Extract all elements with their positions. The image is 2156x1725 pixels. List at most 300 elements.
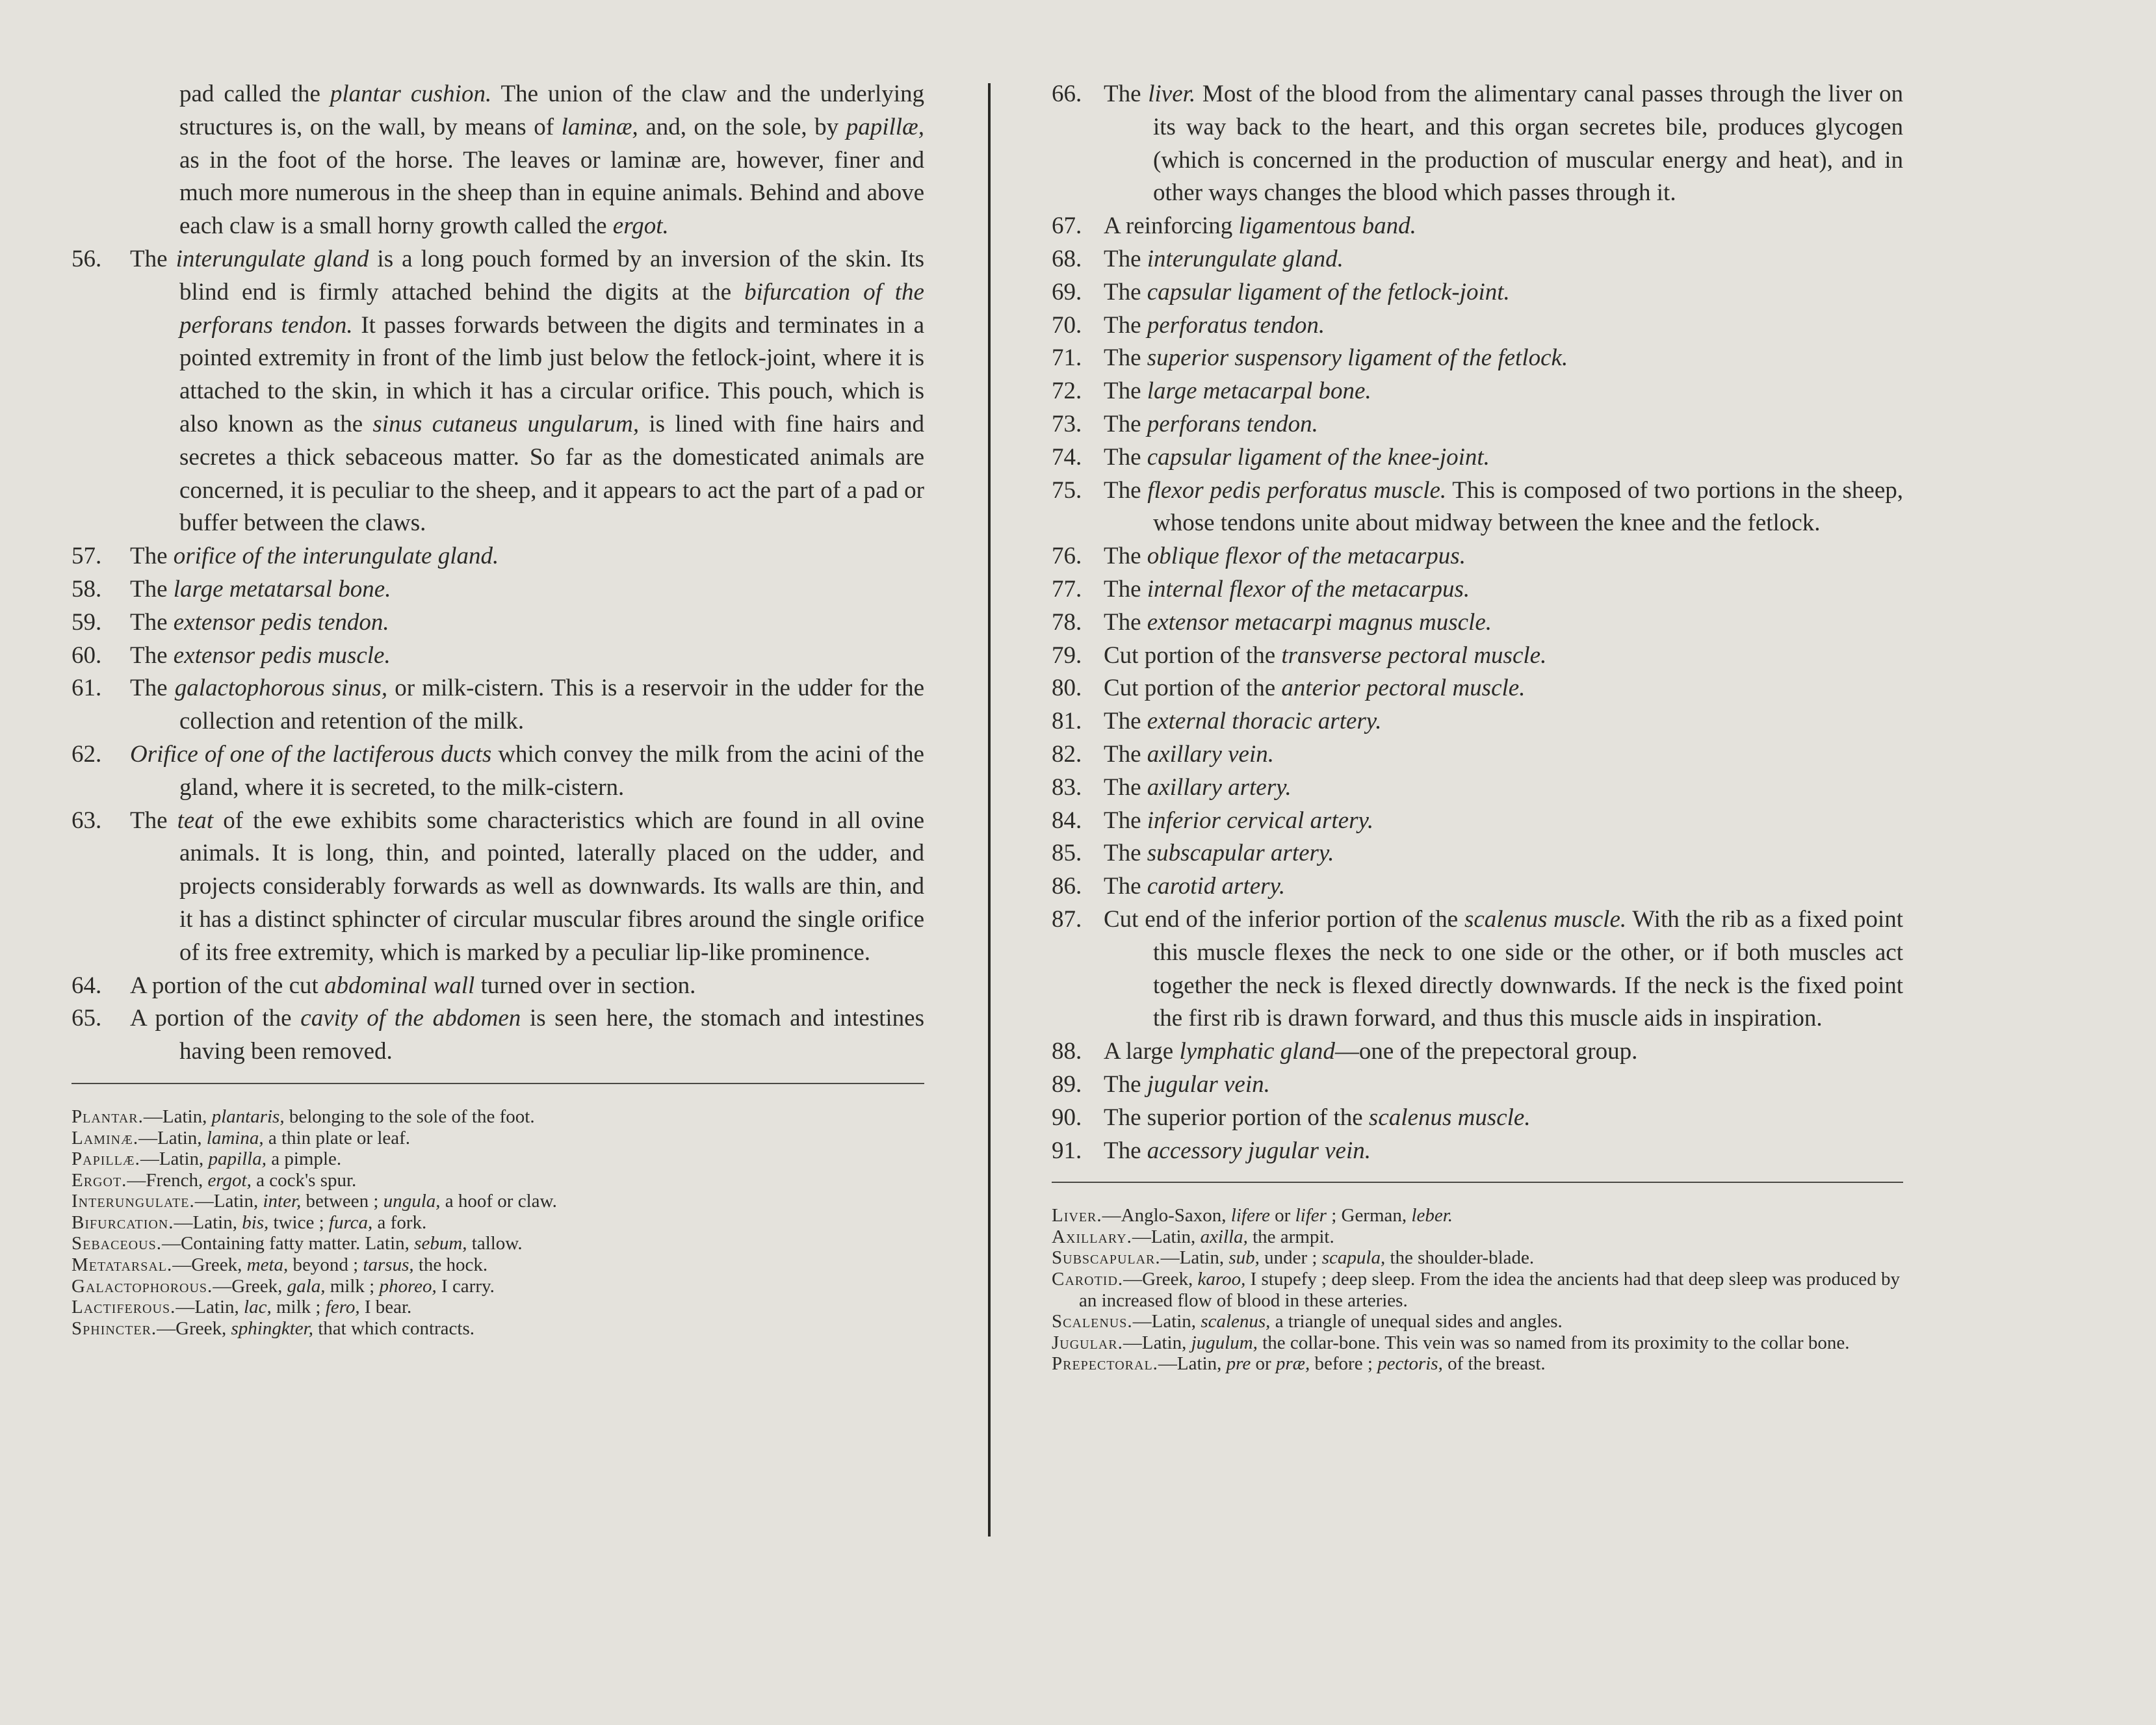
text-run: which convey the milk from the acini of the gland, where it is secreted, to the milk-cistern. — [179, 740, 924, 801]
italic-term: teat — [177, 807, 214, 834]
text-run: —Latin, — [138, 1127, 207, 1148]
entry-91 — [1052, 1135, 1903, 1168]
entry-56 — [71, 243, 924, 540]
footnote-term: Subscapular. — [1052, 1247, 1161, 1269]
footnote-term: Prepectoral. — [1052, 1353, 1158, 1375]
entry-63 — [71, 805, 924, 970]
entry-number: 65. — [71, 1005, 102, 1032]
entry-84 — [1052, 805, 1903, 838]
entry-text — [1104, 375, 1903, 408]
entry-number: 89. — [1052, 1070, 1082, 1098]
text-run: The — [130, 608, 174, 636]
italic-term: ergot, — [207, 1169, 252, 1191]
entry-text — [130, 1002, 924, 1069]
entry-number: 80. — [1052, 675, 1082, 702]
entry-text — [1104, 408, 1903, 441]
entry-number: 84. — [1052, 807, 1082, 834]
italic-term: cavity of the abdomen — [300, 1005, 521, 1032]
text-run: a hoof or claw. — [440, 1191, 557, 1212]
text-run: The — [1104, 476, 1148, 504]
entry-88 — [1052, 1035, 1903, 1069]
footnote-term: Bifurcation. — [71, 1212, 174, 1233]
text-run: or milk-cistern. This is a reservoir in the udder for the collection and retention of the milk. — [179, 675, 924, 735]
italic-term: axillary vein. — [1147, 740, 1274, 768]
text-run: of the ewe exhibits some characteristics which are found in all ovine animals. It is long, thin, and pointed, laterally placed on the udder, and projects considerably forwards as well as downwards. Its walls are thin, and it has a distinct sphincter of circular muscular fibres around the single orifice of its free extremity, which is marked by a peculiar lip-like prominence. — [179, 807, 924, 966]
footnote-divider-right — [1052, 1182, 1903, 1183]
text-run: The — [1104, 278, 1147, 305]
footnote — [71, 1106, 924, 1128]
entry-64 — [71, 970, 924, 1003]
entry-number: 91. — [1052, 1137, 1082, 1164]
entry-text — [1104, 606, 1903, 640]
footnote-term: Metatarsal. — [71, 1254, 173, 1276]
text-run: turned over in section. — [474, 972, 696, 999]
text-run: between ; — [301, 1191, 383, 1212]
footnote — [1052, 1226, 1903, 1248]
entry-text — [1104, 772, 1903, 805]
text-run: The — [1104, 410, 1147, 437]
entry-text — [1104, 243, 1903, 276]
entry-text — [1104, 903, 1903, 1035]
text-run: —Latin, — [1158, 1353, 1227, 1375]
entry-83 — [1052, 772, 1903, 805]
entry-number: 77. — [1052, 575, 1082, 603]
footnote — [71, 1297, 924, 1318]
text-run: —Anglo-Saxon, — [1102, 1205, 1231, 1226]
entry-number: 83. — [1052, 773, 1082, 801]
text-run: is a long pouch formed by an inversion of the skin. Its blind end is firmly attached behind the digits at the — [179, 245, 924, 305]
text-run: Cut portion of the — [1104, 675, 1282, 702]
entry-89 — [1052, 1069, 1903, 1102]
footnote — [1052, 1269, 1903, 1311]
italic-term: large metacarpal bone. — [1147, 378, 1371, 405]
entry-text — [1104, 474, 1903, 541]
italic-term: karoo, — [1197, 1269, 1246, 1290]
italic-term: lac, — [244, 1297, 272, 1318]
text-run: before ; — [1310, 1353, 1378, 1375]
text-run: Most of the blood from the alimentary canal passes through the liver on its way back to the heart, and this organ secretes bile, produces glycogen (which is concerned in the production of muscular energy and heat), and in other ways changes the blood which passes through it. — [1153, 81, 1903, 207]
footnote — [71, 1212, 924, 1234]
text-run: —French, — [127, 1169, 208, 1191]
text-run: I stupefy ; deep sleep. From the idea the ancients had that deep sleep was produced by an increased flow of blood in these arteries. — [1079, 1269, 1900, 1311]
entry-text — [1104, 837, 1903, 870]
entry-number: 67. — [1052, 213, 1082, 240]
entry-text — [130, 672, 924, 738]
footnote-term: Sphincter. — [71, 1317, 157, 1339]
entry-number: 70. — [1052, 311, 1082, 339]
italic-term: extensor metacarpi magnus muscle. — [1147, 608, 1492, 636]
text-run: or — [1269, 1205, 1295, 1226]
italic-term: meta, — [246, 1254, 289, 1276]
text-run: The — [130, 245, 176, 272]
text-run: a fork. — [372, 1212, 427, 1233]
footnote — [1052, 1247, 1903, 1269]
footnote-term: Sebaceous. — [71, 1233, 162, 1254]
left-entries — [71, 78, 924, 1069]
text-run: The — [130, 543, 174, 570]
italic-term: scalenus muscle. — [1368, 1104, 1531, 1131]
italic-term: Orifice of one of the lactiferous ducts — [130, 740, 492, 768]
text-run: —Latin, — [1132, 1311, 1201, 1332]
entry-75 — [1052, 474, 1903, 541]
italic-term: pre — [1226, 1353, 1251, 1375]
footnote — [71, 1148, 924, 1170]
italic-term: ligamentous band. — [1238, 213, 1416, 240]
footnote-divider-left — [71, 1083, 924, 1084]
italic-term: accessory jugular vein. — [1147, 1137, 1371, 1164]
entry-80 — [1052, 672, 1903, 705]
italic-term: sebum, — [414, 1233, 467, 1254]
text-run: The — [1104, 1070, 1147, 1098]
text-run: the shoulder-blade. — [1385, 1247, 1535, 1269]
italic-term: anterior pectoral muscle. — [1281, 675, 1526, 702]
entry-text — [1104, 540, 1903, 573]
text-run: I bear. — [359, 1297, 412, 1318]
italic-term: large metatarsal bone. — [173, 575, 391, 603]
italic-term: interungulate gland. — [1147, 245, 1344, 272]
text-run: —Latin, — [143, 1106, 212, 1127]
italic-term: sinus cutaneus ungularum, — [372, 410, 640, 437]
entry-number: 88. — [1052, 1038, 1082, 1065]
entry-number: 69. — [1052, 278, 1082, 305]
entry-text — [1104, 1069, 1903, 1102]
entry-number: 73. — [1052, 410, 1082, 437]
footnote-term: Jugular. — [1052, 1332, 1123, 1353]
text-run: A reinforcing — [1104, 213, 1239, 240]
text-run: The — [1104, 608, 1147, 636]
entry-81 — [1052, 705, 1903, 738]
entry-number: 81. — [1052, 708, 1082, 735]
entry-number: 78. — [1052, 608, 1082, 636]
entry-85 — [1052, 837, 1903, 870]
text-run: twice ; — [268, 1212, 329, 1233]
italic-term: sub, — [1228, 1247, 1260, 1269]
footnote — [71, 1318, 924, 1340]
footnote-term: Laminæ. — [71, 1127, 139, 1148]
entry-58 — [71, 573, 924, 606]
italic-term: papillæ, — [846, 113, 924, 140]
italic-term: inferior cervical artery. — [1147, 807, 1374, 834]
italic-term: carotid artery. — [1147, 873, 1286, 900]
footnote — [71, 1254, 924, 1276]
italic-term: capsular ligament of the fetlock-joint. — [1147, 278, 1510, 305]
entry-68 — [1052, 243, 1903, 276]
italic-term: jugulum, — [1191, 1332, 1258, 1353]
text-run: Cut end of the inferior portion of the — [1104, 905, 1464, 933]
italic-term: perforatus tendon. — [1147, 311, 1325, 339]
entry-text — [1104, 1102, 1903, 1135]
text-run: The — [130, 675, 175, 702]
text-run: Cut portion of the — [1104, 642, 1282, 669]
entry-text — [130, 738, 924, 805]
entry-66 — [1052, 78, 1903, 210]
left-entry-list — [71, 243, 924, 1069]
text-run: of the breast. — [1442, 1353, 1546, 1375]
entry-text — [130, 805, 924, 970]
footnote — [71, 1233, 924, 1254]
italic-term: sphingkter, — [231, 1317, 313, 1339]
entry-text — [130, 640, 924, 673]
italic-term: præ, — [1275, 1353, 1310, 1375]
entry-text — [1104, 1135, 1903, 1168]
entry-number: 87. — [1052, 905, 1082, 933]
text-run: —Latin, — [1123, 1332, 1191, 1353]
text-run: The — [1104, 81, 1149, 107]
text-run: milk ; — [271, 1297, 326, 1318]
entry-76 — [1052, 540, 1903, 573]
text-run: The — [1104, 873, 1147, 900]
italic-term: lymphatic gland — [1179, 1038, 1335, 1065]
text-run: The — [1104, 773, 1147, 801]
italic-term: capsular ligament of the knee-joint. — [1147, 443, 1490, 471]
italic-term: oblique flexor of the metacarpus. — [1147, 543, 1466, 570]
entry-number: 71. — [1052, 344, 1082, 372]
italic-term: gala, — [287, 1275, 326, 1297]
entry-number: 60. — [71, 642, 102, 669]
continuation-text — [179, 78, 924, 243]
italic-term: galactophorous sinus, — [174, 675, 388, 702]
entry-text — [1104, 210, 1903, 243]
text-run: ; German, — [1326, 1205, 1412, 1226]
entry-number: 90. — [1052, 1104, 1082, 1131]
entry-73 — [1052, 408, 1903, 441]
text-run: The — [1104, 443, 1147, 471]
footnotes-left — [71, 1106, 924, 1340]
text-run: A large — [1104, 1038, 1180, 1065]
text-run: This is composed of two portions in the sheep, whose tendons unite about midway between the knee and the fetlock. — [1153, 476, 1904, 537]
entry-number: 61. — [71, 675, 102, 702]
entry-text — [1104, 705, 1903, 738]
continuation-paragraph — [71, 78, 924, 243]
entry-number: 74. — [1052, 443, 1082, 471]
italic-term: scapula, — [1321, 1247, 1386, 1269]
italic-term: laminæ, — [561, 113, 638, 140]
entry-text — [130, 573, 924, 606]
entry-number: 72. — [1052, 378, 1082, 405]
text-run: A portion of the cut — [130, 972, 325, 999]
text-run: The — [130, 807, 177, 834]
text-run: or — [1251, 1353, 1276, 1375]
text-run: The — [1104, 311, 1147, 339]
entry-number: 59. — [71, 608, 102, 636]
italic-term: phoreo, — [379, 1275, 437, 1297]
text-run: the hock. — [413, 1254, 488, 1276]
text-run: is lined with fine hairs and secretes a thick sebaceous matter. So far as the domesticated animals are concerned, it is peculiar to the sheep, and it appears to act the part of a pad or buffer between the claws. — [179, 410, 924, 537]
entry-text — [130, 970, 924, 1003]
text-run: I carry. — [436, 1275, 495, 1297]
italic-term: transverse pectoral muscle. — [1281, 642, 1547, 669]
entry-text — [130, 540, 924, 573]
footnote-term: Papillæ. — [71, 1148, 140, 1170]
footnote-term: Liver. — [1052, 1205, 1102, 1226]
footnote-term: Ergot. — [71, 1169, 127, 1191]
text-run: The superior portion of the — [1104, 1104, 1369, 1131]
entry-77 — [1052, 573, 1903, 606]
text-run: With the rib as a fixed point this muscle flexes the neck to one side or the other, or if both muscles act together the neck is flexed directly downwards. If the neck is the fixed point the first rib is drawn forward, and thus this muscle aids in inspiration. — [1153, 905, 1903, 1032]
entry-61 — [71, 672, 924, 738]
italic-term: interungulate gland — [175, 245, 369, 272]
entry-86 — [1052, 870, 1903, 903]
italic-term: scalenus, — [1201, 1311, 1271, 1332]
text-run: pad called the — [179, 81, 330, 107]
footnote — [71, 1276, 924, 1297]
italic-term: orifice of the interungulate gland. — [173, 543, 499, 570]
italic-term: furca, — [328, 1212, 373, 1233]
text-run: The — [1104, 575, 1147, 603]
entry-71 — [1052, 342, 1903, 375]
entry-90 — [1052, 1102, 1903, 1135]
footnote-term: Lactiferous. — [71, 1297, 176, 1318]
entry-text — [1104, 738, 1903, 772]
text-run: a pimple. — [266, 1148, 342, 1170]
text-run: —Greek, — [1123, 1269, 1198, 1290]
entry-number: 76. — [1052, 543, 1082, 570]
entry-number: 57. — [71, 543, 102, 570]
italic-term: abdominal wall — [324, 972, 475, 999]
entry-text — [1104, 672, 1903, 705]
text-run: —Greek, — [213, 1275, 287, 1297]
entry-text — [1104, 870, 1903, 903]
text-run: The union of the claw and the underlying structures is, on the wall, by means of — [179, 81, 924, 140]
text-run: —Latin, — [1160, 1247, 1229, 1269]
text-run: and, on the sole, by — [638, 113, 846, 140]
italic-term: extensor pedis muscle. — [173, 642, 391, 669]
text-run: The — [1104, 807, 1147, 834]
text-run: The — [1104, 344, 1147, 372]
text-run: —Greek, — [157, 1317, 231, 1339]
entry-text — [1104, 640, 1903, 673]
footnote — [71, 1170, 924, 1191]
footnote — [1052, 1353, 1903, 1375]
entry-number: 82. — [1052, 740, 1082, 768]
text-run: —Latin, — [175, 1297, 244, 1318]
entry-number: 63. — [71, 807, 102, 834]
text-run: The — [1104, 378, 1147, 405]
text-run: The — [1104, 543, 1147, 570]
text-run: milk ; — [325, 1275, 380, 1297]
left-column — [71, 78, 924, 1339]
column-divider — [988, 83, 991, 1537]
entry-59 — [71, 606, 924, 640]
italic-term: superior suspensory ligament of the fetlock. — [1147, 344, 1568, 372]
entry-number: 66. — [1052, 81, 1082, 107]
italic-term: perforans tendon. — [1147, 410, 1318, 437]
entry-67 — [1052, 210, 1903, 243]
italic-term: plantar cushion. — [330, 81, 492, 107]
entry-text — [1104, 805, 1903, 838]
entry-text — [1104, 276, 1903, 309]
entry-number: 58. — [71, 575, 102, 603]
entry-60 — [71, 640, 924, 673]
italic-term: subscapular artery. — [1147, 840, 1334, 867]
entry-number: 75. — [1052, 476, 1082, 504]
entry-number: 79. — [1052, 642, 1082, 669]
italic-term: lifere — [1230, 1205, 1270, 1226]
italic-term: tarsus, — [363, 1254, 414, 1276]
text-run: —Latin, — [194, 1191, 263, 1212]
italic-term: flexor pedis perforatus muscle. — [1147, 476, 1447, 504]
entry-number: 68. — [1052, 245, 1082, 272]
text-run: A portion of the — [130, 1005, 301, 1032]
italic-term: lifer — [1295, 1205, 1327, 1226]
entry-79 — [1052, 640, 1903, 673]
entry-69 — [1052, 276, 1903, 309]
text-run: The — [1104, 740, 1147, 768]
entry-number: 86. — [1052, 873, 1082, 900]
entry-text — [1104, 573, 1903, 606]
text-run: —Containing fatty matter. Latin, — [161, 1233, 415, 1254]
text-run: that which contracts. — [313, 1317, 475, 1339]
entry-57 — [71, 540, 924, 573]
entry-number: 64. — [71, 972, 102, 999]
entry-number: 56. — [71, 245, 102, 272]
text-run: —Latin, — [1132, 1226, 1201, 1247]
text-run: It passes forwards between the digits and terminates in a pointed extremity in front of the limb just below the fetlock-joint, where it is attached to the skin, in which it has a circular orifice. This pouch, which is also known as the — [179, 311, 924, 437]
italic-term: axilla, — [1200, 1226, 1248, 1247]
italic-term: internal flexor of the metacarpus. — [1147, 575, 1470, 603]
italic-term: ergot. — [612, 213, 669, 240]
italic-term: extensor pedis tendon. — [173, 608, 389, 636]
footnote — [1052, 1332, 1903, 1354]
text-run: The — [1104, 245, 1147, 272]
text-run: belonging to the sole of the foot. — [284, 1106, 535, 1127]
footnote — [71, 1128, 924, 1149]
text-run: —Greek, — [172, 1254, 247, 1276]
italic-term: bis, — [242, 1212, 269, 1233]
entry-62 — [71, 738, 924, 805]
entry-text — [1104, 309, 1903, 343]
text-run: as in the foot of the horse. The leaves or laminæ are, however, finer and much more numerous in the sheep than in equine animals. Behind and above each claw is a small horny growth called the — [179, 146, 924, 240]
text-run: a thin plate or leaf. — [263, 1127, 411, 1148]
text-run: tallow. — [467, 1233, 523, 1254]
italic-term: plantaris, — [211, 1106, 285, 1127]
text-run: The — [1104, 708, 1147, 735]
footnote — [71, 1191, 924, 1212]
italic-term: axillary artery. — [1147, 773, 1292, 801]
italic-term: external thoracic artery. — [1147, 708, 1382, 735]
text-run: —one of the prepectoral group. — [1334, 1038, 1638, 1065]
entry-text — [1104, 1035, 1903, 1069]
text-run: is seen here, the stomach and intestines having been removed. — [179, 1005, 925, 1065]
entry-text — [130, 606, 924, 640]
footnote-term: Axillary. — [1052, 1226, 1132, 1247]
footnote — [1052, 1311, 1903, 1332]
footnote-term: Galactophorous. — [71, 1275, 213, 1297]
footnotes-right — [1052, 1205, 1903, 1375]
footnote-term: Scalenus. — [1052, 1311, 1133, 1332]
text-run: —Latin, — [140, 1148, 209, 1170]
entry-text — [1104, 78, 1903, 210]
italic-term: leber. — [1411, 1205, 1453, 1226]
italic-term: scalenus muscle. — [1464, 905, 1627, 933]
right-column — [1052, 78, 1903, 1375]
italic-term: papilla, — [208, 1148, 266, 1170]
entry-87 — [1052, 903, 1903, 1035]
entry-72 — [1052, 375, 1903, 408]
entry-number: 85. — [1052, 840, 1082, 867]
text-run: beyond ; — [288, 1254, 363, 1276]
text-run: The — [130, 575, 174, 603]
italic-term: liver. — [1148, 81, 1196, 107]
text-run: —Latin, — [174, 1212, 242, 1233]
text-run: The — [1104, 840, 1147, 867]
entry-70 — [1052, 309, 1903, 343]
entry-number: 62. — [71, 740, 102, 768]
right-entry-list — [1052, 78, 1903, 1167]
entry-78 — [1052, 606, 1903, 640]
italic-term: jugular vein. — [1147, 1070, 1270, 1098]
italic-term: fero, — [325, 1297, 360, 1318]
